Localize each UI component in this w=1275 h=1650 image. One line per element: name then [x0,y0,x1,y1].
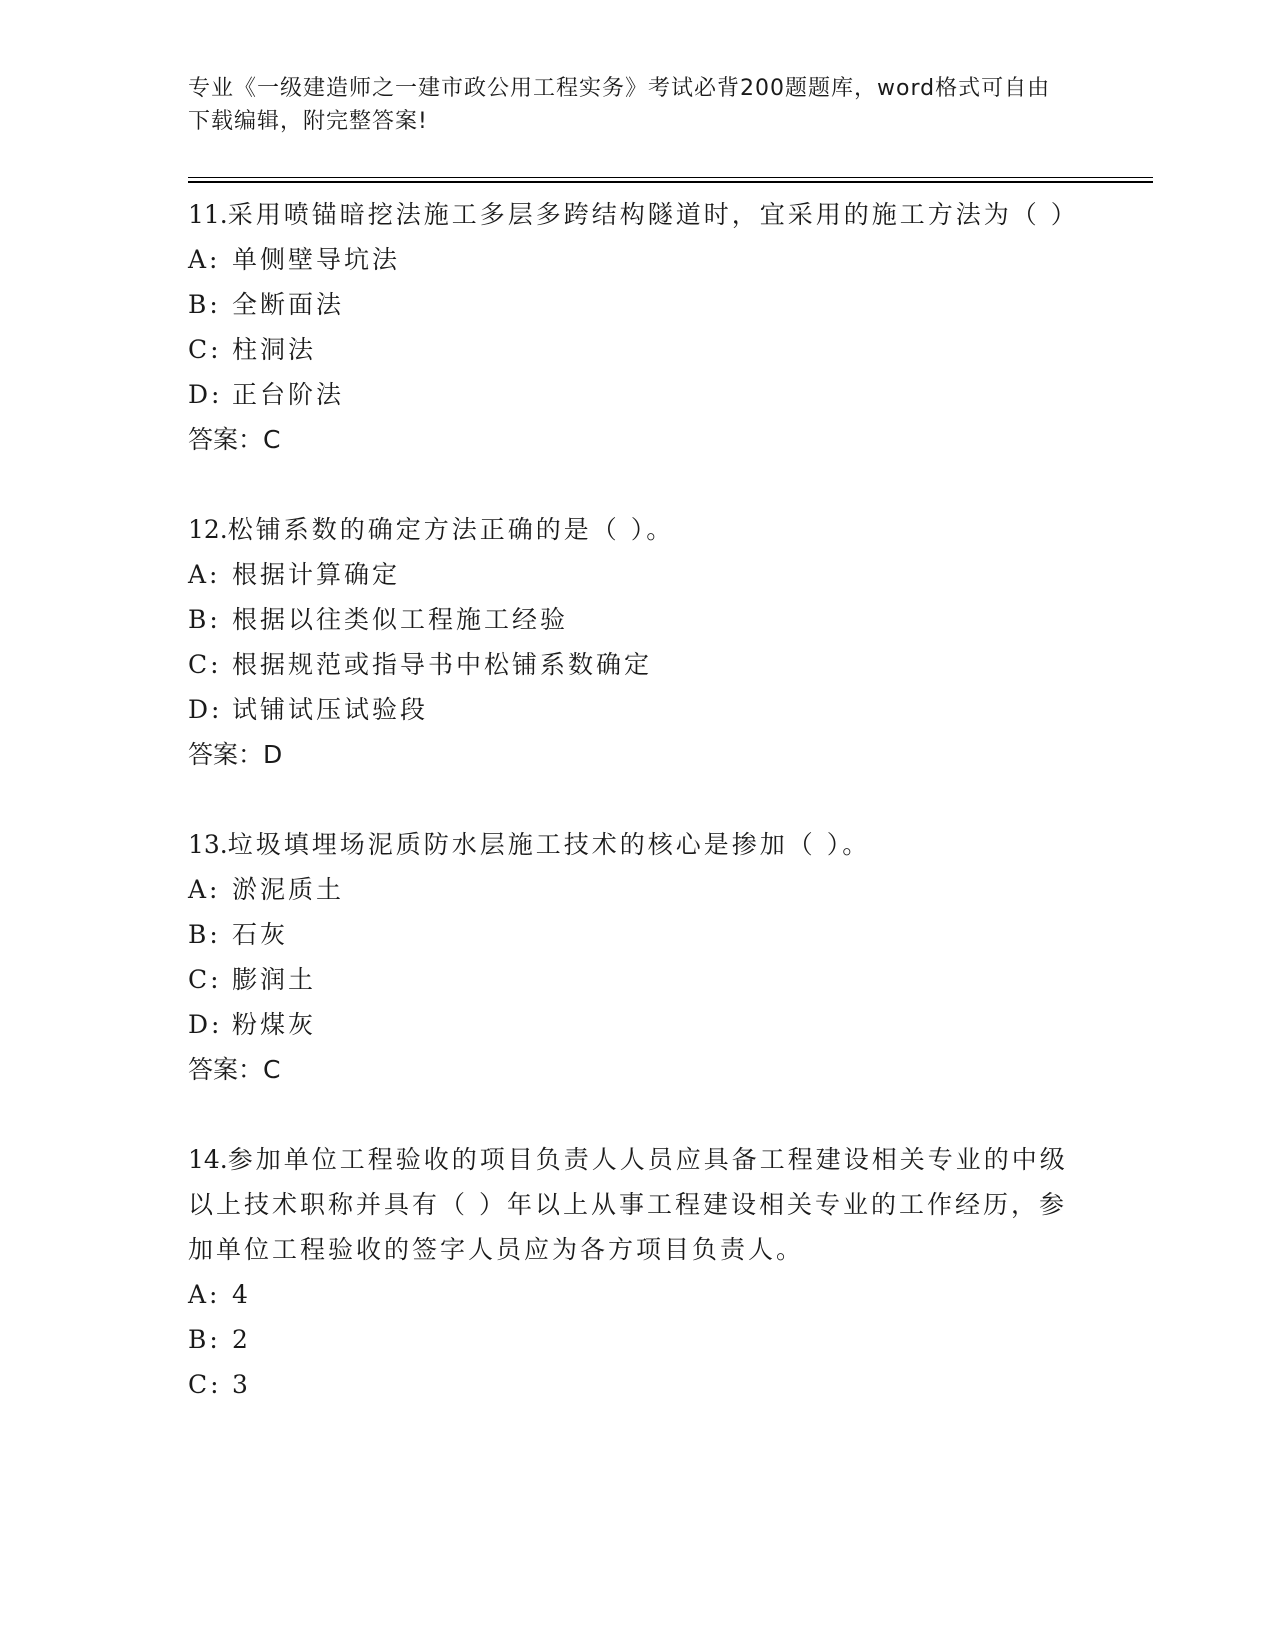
document-header: 专业《一级建造师之一建市政公用工程实务》考试必背200题题库，word格式可自由下载编辑，附完整答案! [188,76,1051,134]
question-stem: 采用喷锚暗挖法施工多层多跨结构隧道时，宜采用的施工方法为（ ） [227,200,1079,229]
option-text: 试铺试压试验段 [232,695,429,724]
option-c [188,642,1088,687]
answer-line: 答案：D [188,740,283,769]
option-text: 根据规范或指导书中松铺系数确定 [232,650,653,679]
option-label: C: [188,965,222,994]
question-list [188,192,1088,1452]
option-b [188,597,1088,642]
header-divider-thin [188,177,1153,178]
option-text: 淤泥质土 [232,875,345,904]
option-label: B: [188,920,221,949]
option-a [188,237,1088,282]
option-a [188,552,1088,597]
question-text [188,822,1088,867]
option-label: A: [188,245,221,274]
question-number: 13. [188,830,228,859]
header-divider-thick [188,181,1153,183]
question-text [188,192,1088,237]
option-text: 正台阶法 [232,380,345,409]
option-a [188,1272,1088,1317]
option-b [188,1317,1088,1362]
option-label: D: [188,380,223,409]
option-label: A: [188,1280,221,1309]
option-label: B: [188,605,221,634]
question-14 [188,1137,1088,1407]
option-text: 石灰 [232,920,289,949]
answer-line: 答案：C [188,1055,281,1084]
option-a [188,867,1088,912]
question-stem: 松铺系数的确定方法正确的是（ ）。 [227,515,675,544]
option-c [188,327,1088,372]
option-text: 柱洞法 [232,335,317,364]
option-label: A: [188,560,221,589]
option-c [188,1362,1088,1407]
option-text: 全断面法 [232,290,345,319]
option-text: 粉煤灰 [232,1010,317,1039]
question-11 [188,192,1088,462]
question-12 [188,507,1088,777]
option-c [188,957,1088,1002]
option-label: B: [188,290,221,319]
option-b [188,282,1088,327]
question-stem: 垃圾填埋场泥质防水层施工技术的核心是掺加（ ）。 [227,830,871,859]
option-text: 3 [232,1370,251,1399]
question-number: 12. [188,515,228,544]
option-label: D: [188,1010,223,1039]
option-label: D: [188,695,223,724]
option-label: C: [188,335,222,364]
option-text: 根据以往类似工程施工经验 [232,605,569,634]
answer-line: 答案：C [188,425,281,454]
question-text [188,507,1088,552]
option-text: 根据计算确定 [232,560,401,589]
question-number: 14. [188,1145,228,1174]
option-label: C: [188,1370,222,1399]
question-text [188,1137,1088,1272]
option-label: B: [188,1325,221,1354]
option-b [188,912,1088,957]
question-13 [188,822,1088,1092]
option-text: 4 [232,1280,251,1309]
option-d [188,1002,1088,1047]
option-label: A: [188,875,221,904]
option-d [188,687,1088,732]
question-stem: 参加单位工程验收的项目负责人人员应具备工程建设相关专业的中级以上技术职称并具有（ ）年以上从事工程建设相关专业的工作经历，参加单位工程验收的签字人员应为各方项目负责人。 [188,1145,1068,1264]
option-label: C: [188,650,222,679]
option-text: 膨润土 [232,965,317,994]
question-number: 11. [188,200,228,229]
option-text: 单侧壁导坑法 [232,245,401,274]
option-text: 2 [232,1325,251,1354]
option-d [188,372,1088,417]
